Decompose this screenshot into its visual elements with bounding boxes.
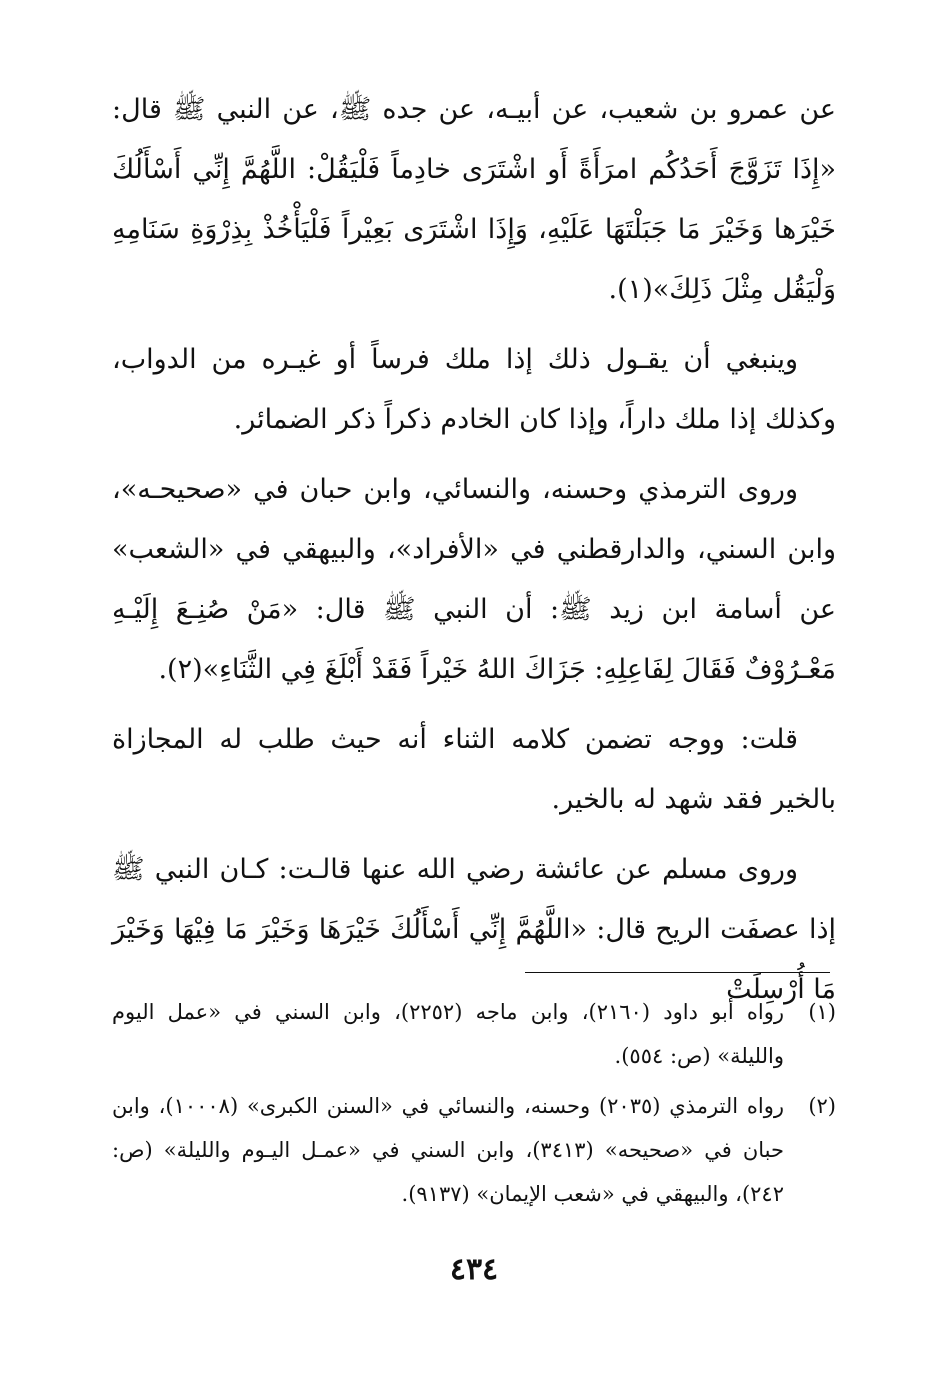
paragraph-commentary: قلت: ووجه تضمن كلامه الثناء أنه حيث طلب له المجازاة بالخير فقد شهد له بالخير. bbox=[112, 724, 836, 815]
paragraph-hadith-wind: وروى مسلم عن عائشة رضي الله عنها قالـت: كـان النبي ﷺ إذا عصفَت الريح قال: «اللَّهُمَّ إِنِّي أَسْأَلُكَ خَيْرَهَا وَخَيْرَ مَا فِيْهَا وَخَيْرَ مَا أُرْسِلَتْ bbox=[112, 854, 836, 1005]
footnote-2 bbox=[112, 1084, 836, 1216]
footnote-number: (١) bbox=[808, 1000, 836, 1024]
footnote-number: (٢) bbox=[808, 1094, 836, 1118]
footnote-1 bbox=[112, 990, 836, 1078]
paragraph-animals-house: وينبغي أن يقـول ذلك إذا ملك فرساً أو غيـره من الدواب، وكذلك إذا ملك داراً، وإذا كان الخادم ذكراً ذكر الضمائر. bbox=[112, 344, 836, 435]
footnotes bbox=[112, 990, 836, 1222]
main-text bbox=[112, 80, 836, 1020]
footnote-divider bbox=[525, 972, 830, 973]
footnote-text: رواه أبو داود (٢١٦٠)، وابن ماجه (٢٢٥٢)، وابن السني في «عمل اليوم والليلة» (ص: ٥٥٤). bbox=[112, 1000, 784, 1068]
paragraph-hadith-thanks: وروى الترمذي وحسنه، والنسائي، وابن حبان في «صحيحـه»، وابن السني، والدارقطني في «الأفراد»، والبيهقي في «الشعب» عن أسامة ابن زيد ﷺ: أن النبي ﷺ قال: «مَنْ صُنِـعَ إِلَيْـهِ مَعْـرُوْفٌ فَقَالَ لِفَاعِلِهِ: جَزَاكَ اللهُ خَيْراً فَقَدْ أَبْلَغَ فِي الثَّنَاءِ»(٢). bbox=[112, 474, 836, 685]
footnote-text: رواه الترمذي (٢٠٣٥) وحسنه، والنسائي في «السنن الكبرى» (١٠٠٠٨)، وابن حبان في «صحيحه» (٣٤١٣)، وابن السني في «عمـل اليـوم والليلة» (ص: ٢٤٢)، والبيهقي في «شعب الإيمان» (٩١٣٧). bbox=[112, 1094, 785, 1206]
page-number: ٤٣٤ bbox=[449, 1252, 499, 1287]
paragraph-hadith-marriage: عن عمرو بن شعيب، عن أبيـه، عن جده ﷺ، عن النبي ﷺ قال: «إِذَا تَزَوَّجَ أَحَدُكُم امرَأَةً أَو اشْتَرَى خادِماً فَلْيَقُلْ: اللَّهُمَّ إِنِّي أَسْأَلُكَ خَيْرَها وَخَيْرَ مَا جَبَلْتَهَا عَلَيْهِ، وَإِذَا اشْتَرَى بَعِيْراً فَلْيَأْخُذْ بِذِرْوَةِ سَنَامِهِ وَلْيَقُل مِثْلَ ذَلِكَ»(١). bbox=[112, 94, 836, 305]
